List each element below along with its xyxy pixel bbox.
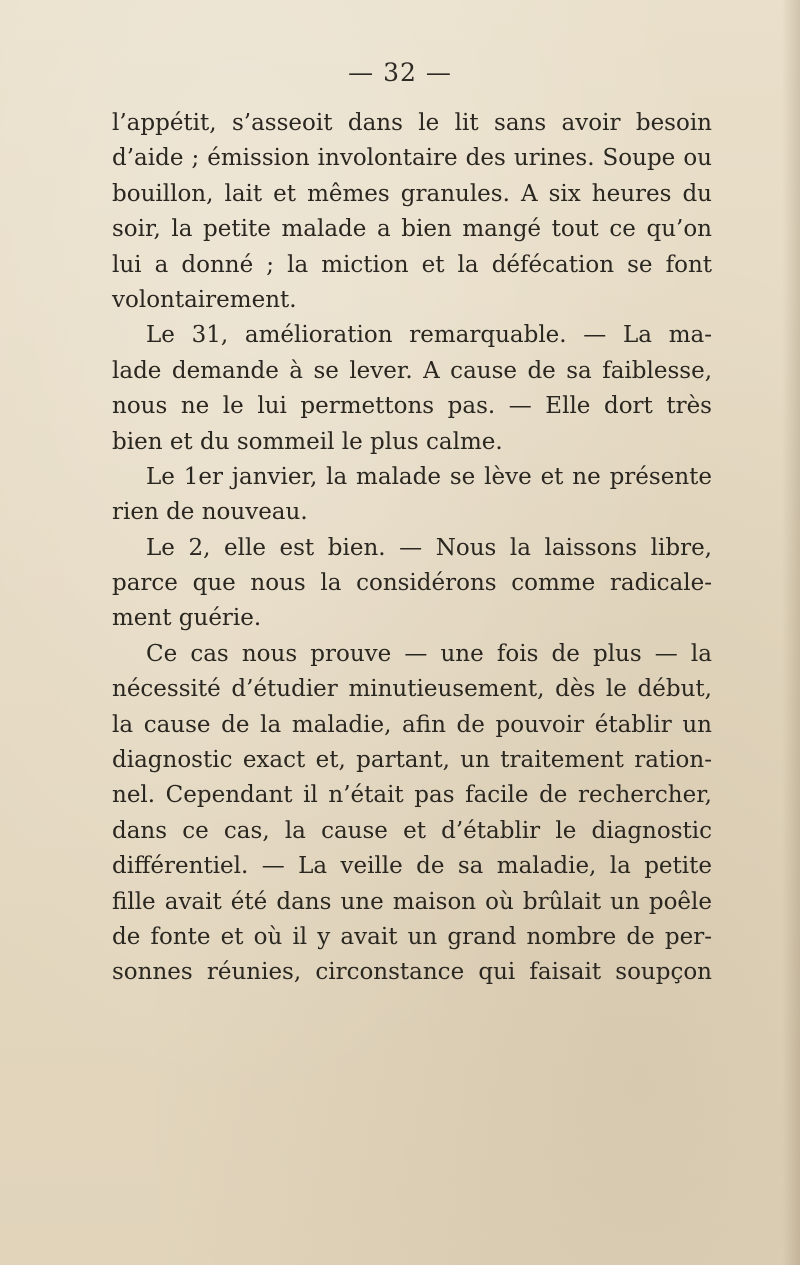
text-line: bouillon, lait et mêmes granules. A six heures du <box>112 180 712 207</box>
text-line: dans ce cas, la cause et d’établir le diagnostic <box>112 817 712 844</box>
text-line: nel. Cependant il n’était pas facile de rechercher, <box>112 782 712 809</box>
body-text <box>112 106 712 991</box>
text-line: ment guérie. <box>112 605 262 632</box>
text-line: différentiel. — La veille de sa maladie, la petite <box>112 853 712 880</box>
paragraph <box>112 460 712 531</box>
paragraph <box>112 106 712 318</box>
text-line: Le 31, amélioration remarquable. — La ma- <box>146 322 712 349</box>
text-line: lade demande à se lever. A cause de sa faiblesse, <box>112 357 712 384</box>
page-number: — 32 — <box>348 58 452 87</box>
text-line: nous ne le lui permettons pas. — Elle dort très <box>112 393 712 420</box>
text-line: l’appétit, s’asseoit dans le lit sans avoir besoin <box>112 110 712 136</box>
text-line: rien de nouveau. <box>112 499 308 526</box>
text-line: soir, la petite malade a bien mangé tout ce qu’on <box>112 216 712 243</box>
text-line: diagnostic exact et, partant, un traitement ration- <box>112 747 712 774</box>
text-line: Ce cas nous prouve — une fois de plus — la <box>146 640 712 667</box>
paragraph <box>112 637 712 991</box>
text-line: volontairement. <box>112 286 297 313</box>
text-line: fille avait été dans une maison où brûlait un poêle <box>112 888 712 915</box>
paragraph <box>112 531 712 637</box>
text-line: parce que nous la considérons comme radicale- <box>112 570 712 597</box>
paragraph <box>112 318 712 460</box>
text-line: bien et du sommeil le plus calme. <box>112 428 503 455</box>
text-line: lui a donné ; la miction et la défécation se font <box>112 251 712 278</box>
text-line: sonnes réunies, circonstance qui faisait soupçon <box>112 959 712 986</box>
text-line: d’aide ; émission involontaire des urines. Soupe ou <box>112 145 712 172</box>
text-line: la cause de la maladie, afin de pouvoir établir un <box>112 711 712 738</box>
text-line: Le 1er janvier, la malade se lève et ne présente <box>146 463 712 490</box>
text-line: Le 2, elle est bien. — Nous la laissons libre, <box>146 534 712 561</box>
text-line: de fonte et où il y avait un grand nombre de per- <box>112 923 712 950</box>
text-line: nécessité d’étudier minutieusement, dès le début, <box>112 676 712 703</box>
